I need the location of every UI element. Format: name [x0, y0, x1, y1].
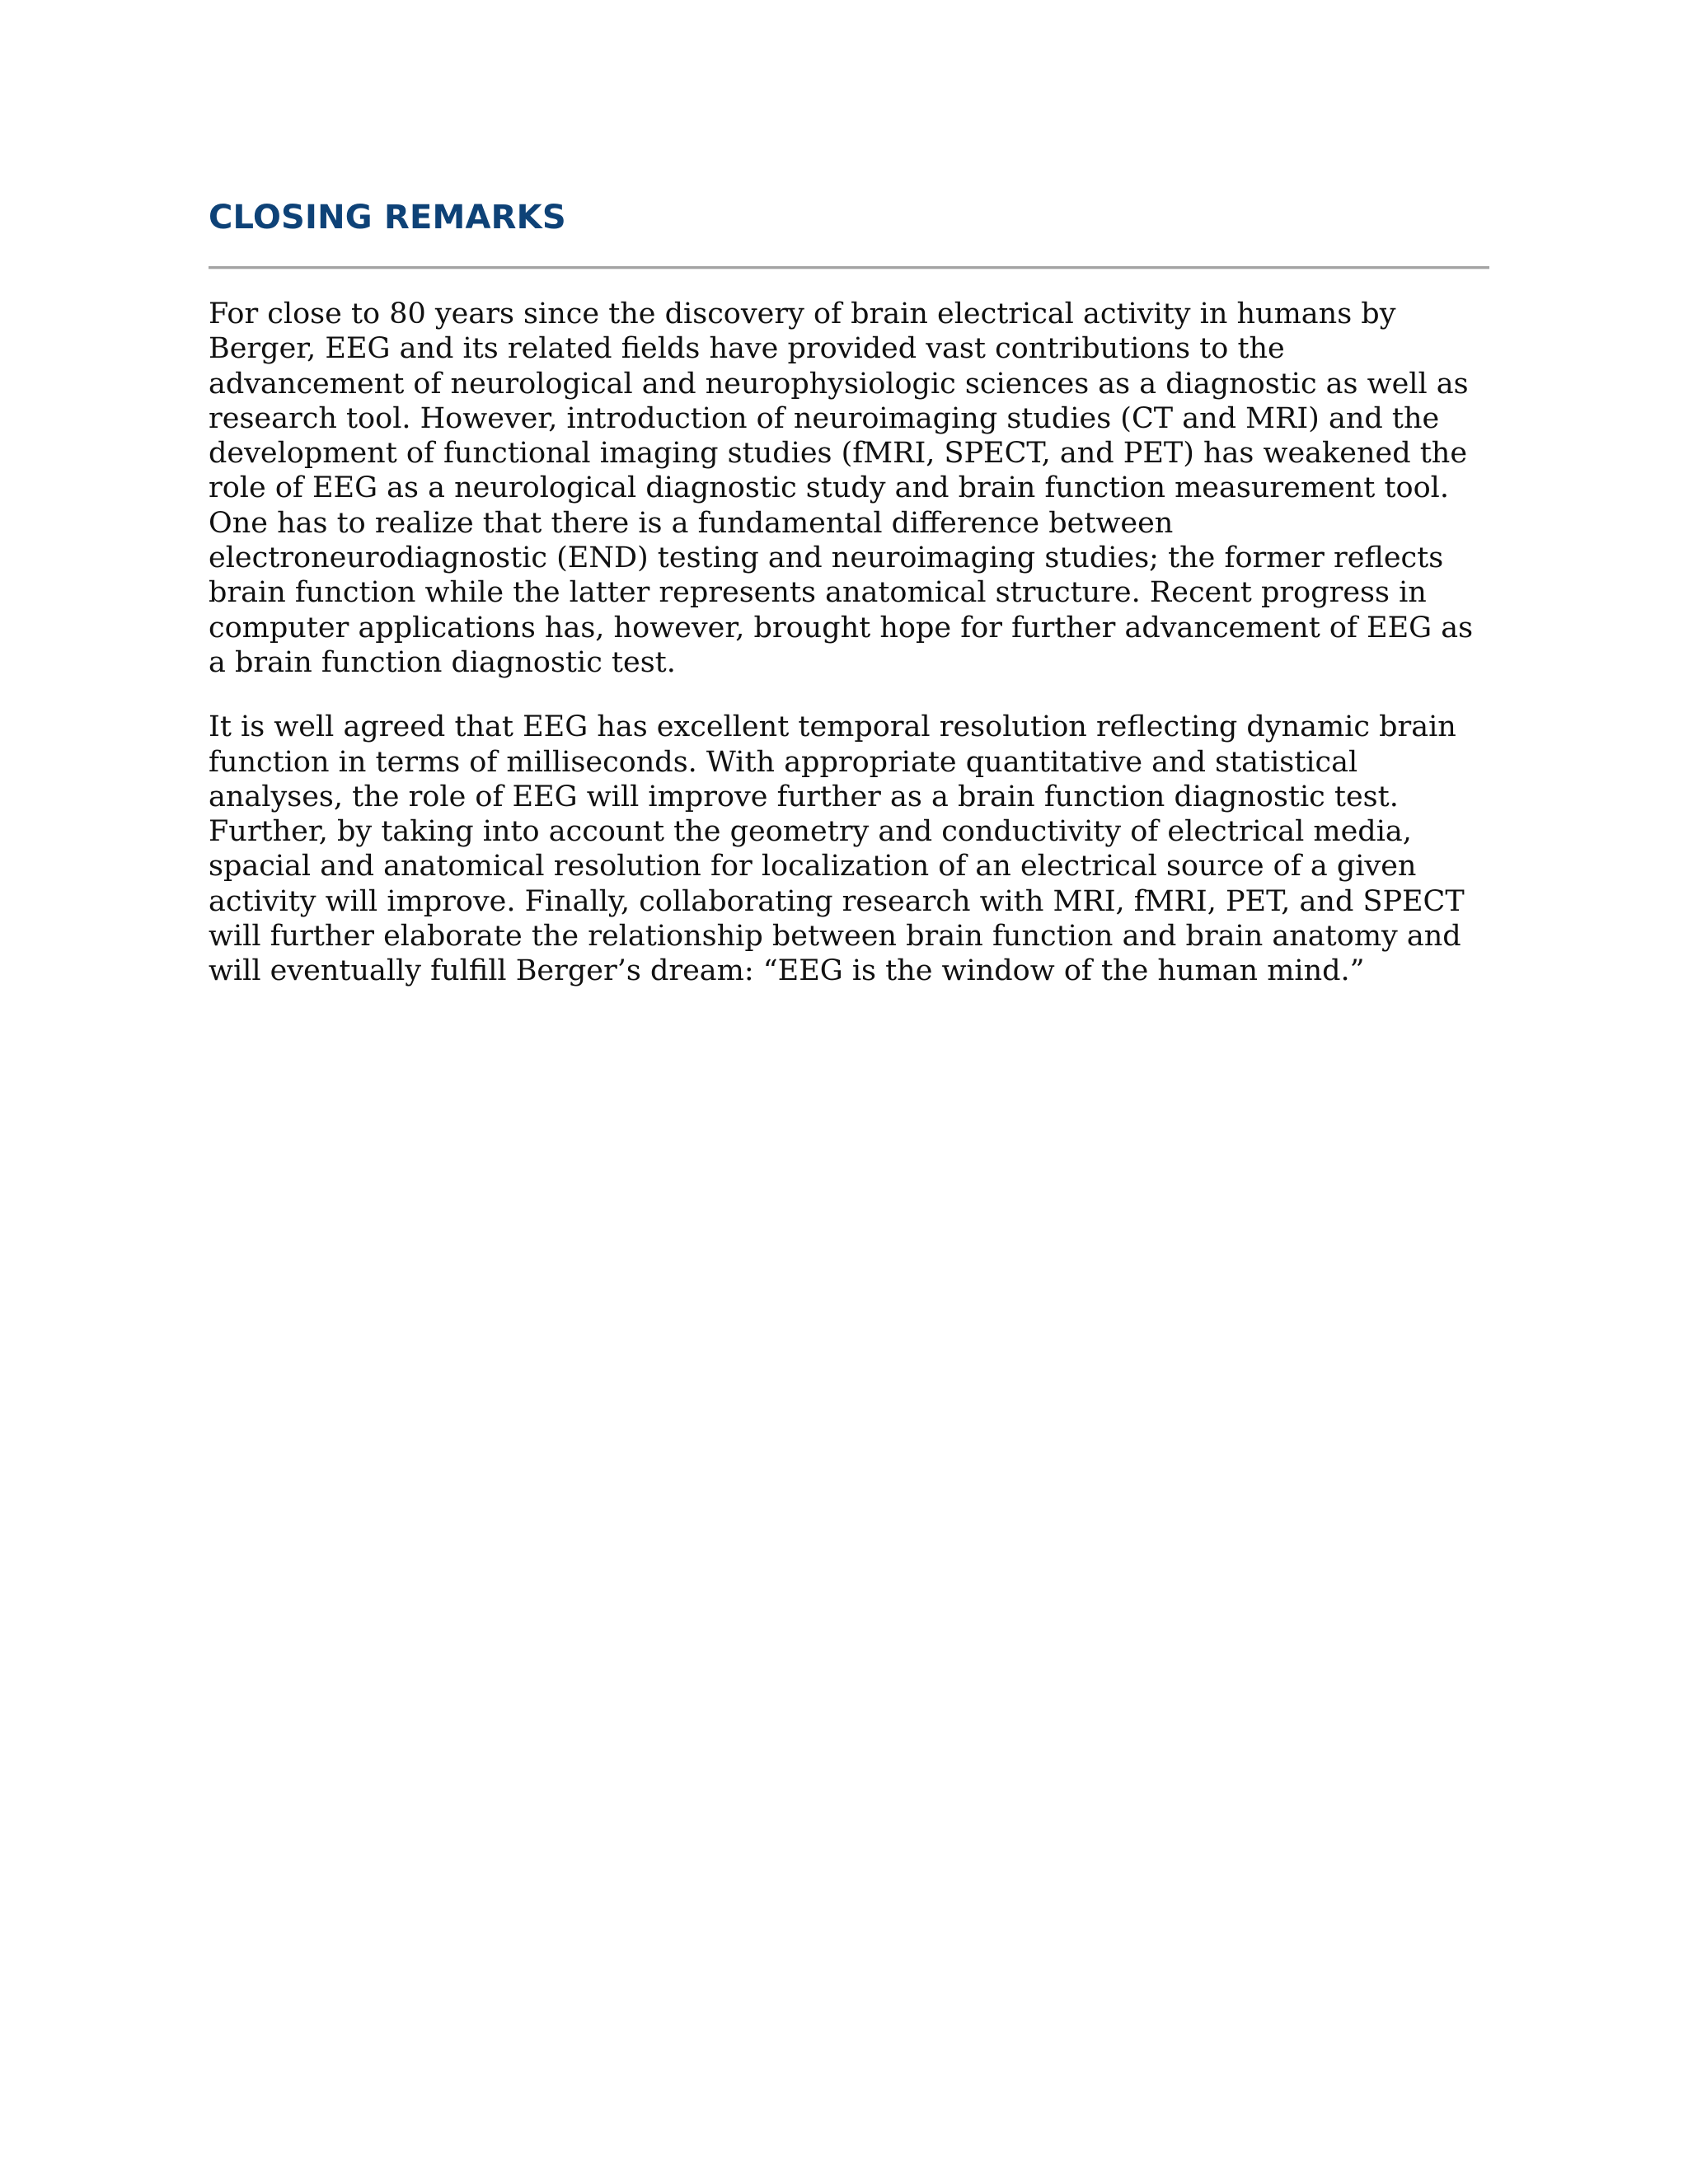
section-heading: CLOSING REMARKS [209, 199, 566, 237]
closing-remarks-section [209, 196, 1489, 989]
paragraph-2: It is well agreed that EEG has excellent temporal resolution reflecting dynamic brain function in terms of milliseconds. With appropriate quantitative and statistical analyses, the role of EEG will improve further as a brain function diagnostic test. Further, by taking into account the geometry and conductivity of electrical media, spacial and anatomical resolution for localization of an electrical source of a given activity will improve. Finally, collaborating research with MRI, fMRI, PET, and SPECT will further elaborate the relationship between brain function and brain anatomy and will eventually fulfill Berger’s dream: “EEG is the window of the human mind.” [209, 710, 1465, 988]
heading-divider [209, 266, 1489, 269]
paragraph-1: For close to 80 years since the discovery of brain electrical activity in humans by Berger, EEG and its related fields have provided vast contributions to the advancement of neurological and neurophysiologic sciences as a diagnostic as well as research tool. However, introduction of neuroimaging studies (CT and MRI) and the development of functional imaging studies (fMRI, SPECT, and PET) has weakened the role of EEG as a neurological diagnostic study and brain function measurement tool. One has to realize that there is a fundamental difference between electroneurodiagnostic (END) testing and neuroimaging studies; the former reflects brain function while the latter represents anatomical structure. Recent progress in computer applications has, however, brought hope for further advancement of EEG as a brain function diagnostic test. [209, 298, 1474, 679]
